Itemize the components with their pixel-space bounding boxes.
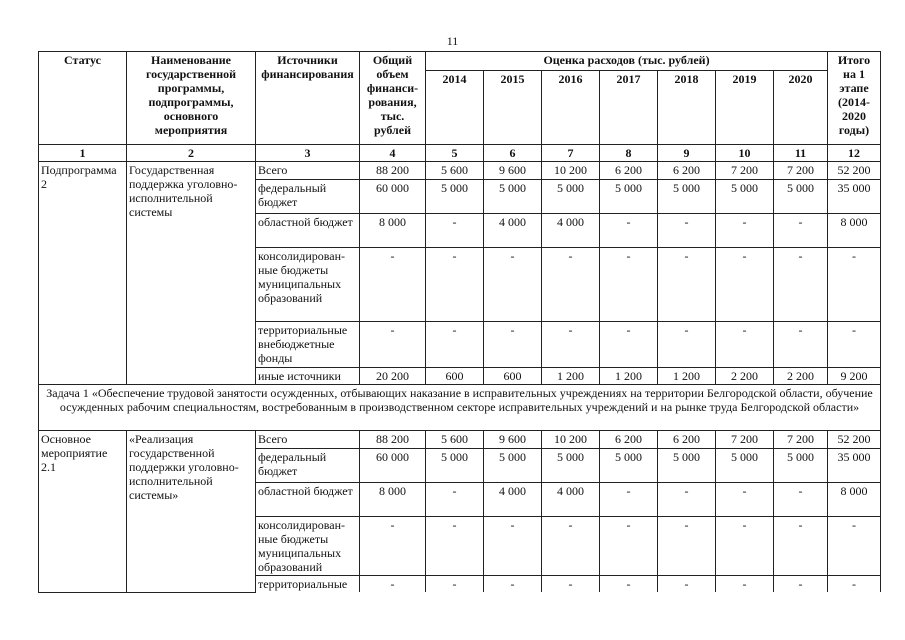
year-cell: 9 600: [484, 162, 542, 180]
year-cell: -: [774, 322, 828, 368]
year-cell: 4 000: [542, 214, 600, 248]
year-cell: 7 200: [716, 431, 774, 449]
total-cell: -: [360, 322, 426, 368]
total-cell: 8 000: [360, 483, 426, 517]
column-number: 9: [658, 145, 716, 162]
year-cell: -: [716, 483, 774, 517]
year-cell: -: [774, 248, 828, 322]
year-cell: 5 000: [484, 449, 542, 483]
header-estimate: Оценка расходов (тыс. рублей): [426, 52, 828, 71]
year-cell: 6 200: [658, 431, 716, 449]
source-cell: консолидирован-ные бюджеты муниципальных образований: [256, 248, 360, 322]
year-cell: 600: [426, 368, 484, 385]
year-cell: -: [426, 576, 484, 593]
stage-total-cell: -: [828, 322, 881, 368]
year-cell: -: [426, 517, 484, 576]
year-cell: -: [774, 517, 828, 576]
budget-row: [39, 431, 881, 449]
column-number: 10: [716, 145, 774, 162]
column-number: 12: [828, 145, 881, 162]
total-cell: -: [360, 248, 426, 322]
year-cell: -: [600, 517, 658, 576]
year-cell: 5 600: [426, 431, 484, 449]
year-cell: 1 200: [600, 368, 658, 385]
total-cell: -: [360, 576, 426, 593]
header-status: Статус: [39, 52, 127, 145]
year-cell: -: [774, 483, 828, 517]
year-cell: 1 200: [542, 368, 600, 385]
year-cell: 5 600: [426, 162, 484, 180]
header-year: 2018: [658, 71, 716, 145]
year-cell: 10 200: [542, 431, 600, 449]
year-cell: 5 000: [426, 449, 484, 483]
year-cell: -: [658, 322, 716, 368]
year-cell: 10 200: [542, 162, 600, 180]
header-total: Общий объем финанси-рования, тыс. рублей: [360, 52, 426, 145]
year-cell: -: [716, 322, 774, 368]
column-number: 11: [774, 145, 828, 162]
year-cell: -: [426, 214, 484, 248]
year-cell: 2 200: [774, 368, 828, 385]
year-cell: -: [716, 517, 774, 576]
year-cell: 2 200: [716, 368, 774, 385]
column-number: 2: [127, 145, 256, 162]
year-cell: 5 000: [426, 180, 484, 214]
year-cell: -: [426, 322, 484, 368]
year-cell: 5 000: [658, 180, 716, 214]
source-cell: федеральный бюджет: [256, 449, 360, 483]
year-cell: 5 000: [542, 449, 600, 483]
subprogram-status: Подпрограмма 2: [39, 162, 127, 385]
year-cell: -: [542, 576, 600, 593]
stage-total-cell: -: [828, 576, 881, 593]
stage-total-cell: 35 000: [828, 449, 881, 483]
header-year: 2014: [426, 71, 484, 145]
total-cell: 60 000: [360, 180, 426, 214]
total-cell: 8 000: [360, 214, 426, 248]
year-cell: -: [484, 248, 542, 322]
column-number: 1: [39, 145, 127, 162]
year-cell: -: [716, 248, 774, 322]
year-cell: -: [658, 248, 716, 322]
year-cell: 4 000: [484, 483, 542, 517]
stage-total-cell: 52 200: [828, 162, 881, 180]
year-cell: -: [716, 214, 774, 248]
column-number: 8: [600, 145, 658, 162]
source-cell: областной бюджет: [256, 483, 360, 517]
year-cell: -: [774, 214, 828, 248]
stage-total-cell: 52 200: [828, 431, 881, 449]
year-cell: 600: [484, 368, 542, 385]
subprogram-name: Государственная поддержка уголовно-исполнительной системы: [127, 162, 256, 385]
year-cell: -: [774, 576, 828, 593]
header-stage-total: Итого на 1 этапе (2014-2020 годы): [828, 52, 881, 145]
stage-total-cell: 8 000: [828, 483, 881, 517]
year-cell: 1 200: [658, 368, 716, 385]
year-cell: -: [484, 517, 542, 576]
year-cell: 5 000: [716, 449, 774, 483]
year-cell: 6 200: [600, 162, 658, 180]
year-cell: -: [600, 214, 658, 248]
year-cell: 5 000: [774, 180, 828, 214]
header-year: 2016: [542, 71, 600, 145]
header-year: 2020: [774, 71, 828, 145]
source-cell: консолидирован-ные бюджеты муниципальных образований: [256, 517, 360, 576]
year-cell: 5 000: [484, 180, 542, 214]
year-cell: -: [716, 576, 774, 593]
year-cell: -: [484, 322, 542, 368]
header-year: 2017: [600, 71, 658, 145]
year-cell: -: [484, 576, 542, 593]
year-cell: 5 000: [542, 180, 600, 214]
source-cell: Всего: [256, 162, 360, 180]
source-cell: Всего: [256, 431, 360, 449]
year-cell: -: [658, 483, 716, 517]
stage-total-cell: 8 000: [828, 214, 881, 248]
year-cell: -: [600, 322, 658, 368]
header-source: Источники финансирования: [256, 52, 360, 145]
page-number: 11: [446, 34, 459, 48]
column-number: 3: [256, 145, 360, 162]
year-cell: 7 200: [716, 162, 774, 180]
source-cell: федеральный бюджет: [256, 180, 360, 214]
stage-total-cell: 35 000: [828, 180, 881, 214]
budget-row: [39, 162, 881, 180]
total-cell: 60 000: [360, 449, 426, 483]
source-cell: территориальные внебюджетные фонды: [256, 322, 360, 368]
year-cell: 5 000: [716, 180, 774, 214]
year-cell: 7 200: [774, 162, 828, 180]
year-cell: -: [542, 517, 600, 576]
year-cell: -: [542, 248, 600, 322]
year-cell: 9 600: [484, 431, 542, 449]
year-cell: 5 000: [774, 449, 828, 483]
year-cell: -: [658, 214, 716, 248]
year-cell: -: [658, 517, 716, 576]
source-cell: иные источники: [256, 368, 360, 385]
year-cell: -: [600, 576, 658, 593]
column-numbers-row: [39, 145, 881, 162]
header-name: Наименование государственной программы, подпрограммы, основного мероприятия: [127, 52, 256, 145]
budget-table: [38, 51, 881, 593]
stage-total-cell: -: [828, 248, 881, 322]
year-cell: -: [658, 576, 716, 593]
year-cell: -: [426, 483, 484, 517]
year-cell: 5 000: [658, 449, 716, 483]
stage-total-cell: 9 200: [828, 368, 881, 385]
year-cell: -: [600, 248, 658, 322]
column-number: 5: [426, 145, 484, 162]
stage-total-cell: -: [828, 517, 881, 576]
total-cell: 88 200: [360, 162, 426, 180]
year-cell: 4 000: [542, 483, 600, 517]
year-cell: -: [542, 322, 600, 368]
year-cell: 6 200: [600, 431, 658, 449]
year-cell: 5 000: [600, 180, 658, 214]
year-cell: -: [426, 248, 484, 322]
source-cell: территориальные: [256, 576, 360, 593]
year-cell: 6 200: [658, 162, 716, 180]
header-year: 2015: [484, 71, 542, 145]
total-cell: 20 200: [360, 368, 426, 385]
task-text: Задача 1 «Обеспечение трудовой занятости осужденных, отбывающих наказание в исправительных учреждениях на территории Белгородской области, обучение осужденных рабочим специальностям, востребованным в производственном секторе исправительных учреждений и на рынке труда Белгородской области»: [39, 385, 881, 431]
source-cell: областной бюджет: [256, 214, 360, 248]
year-cell: 7 200: [774, 431, 828, 449]
column-number: 4: [360, 145, 426, 162]
measure-name: «Реализация государственной поддержки уголовно-исполнительной системы»: [127, 431, 256, 593]
year-cell: 5 000: [600, 449, 658, 483]
total-cell: -: [360, 517, 426, 576]
column-number: 7: [542, 145, 600, 162]
task-row: [39, 385, 881, 431]
year-cell: 4 000: [484, 214, 542, 248]
total-cell: 88 200: [360, 431, 426, 449]
year-cell: -: [600, 483, 658, 517]
measure-status: Основное мероприятие 2.1: [39, 431, 127, 593]
header-year: 2019: [716, 71, 774, 145]
column-number: 6: [484, 145, 542, 162]
